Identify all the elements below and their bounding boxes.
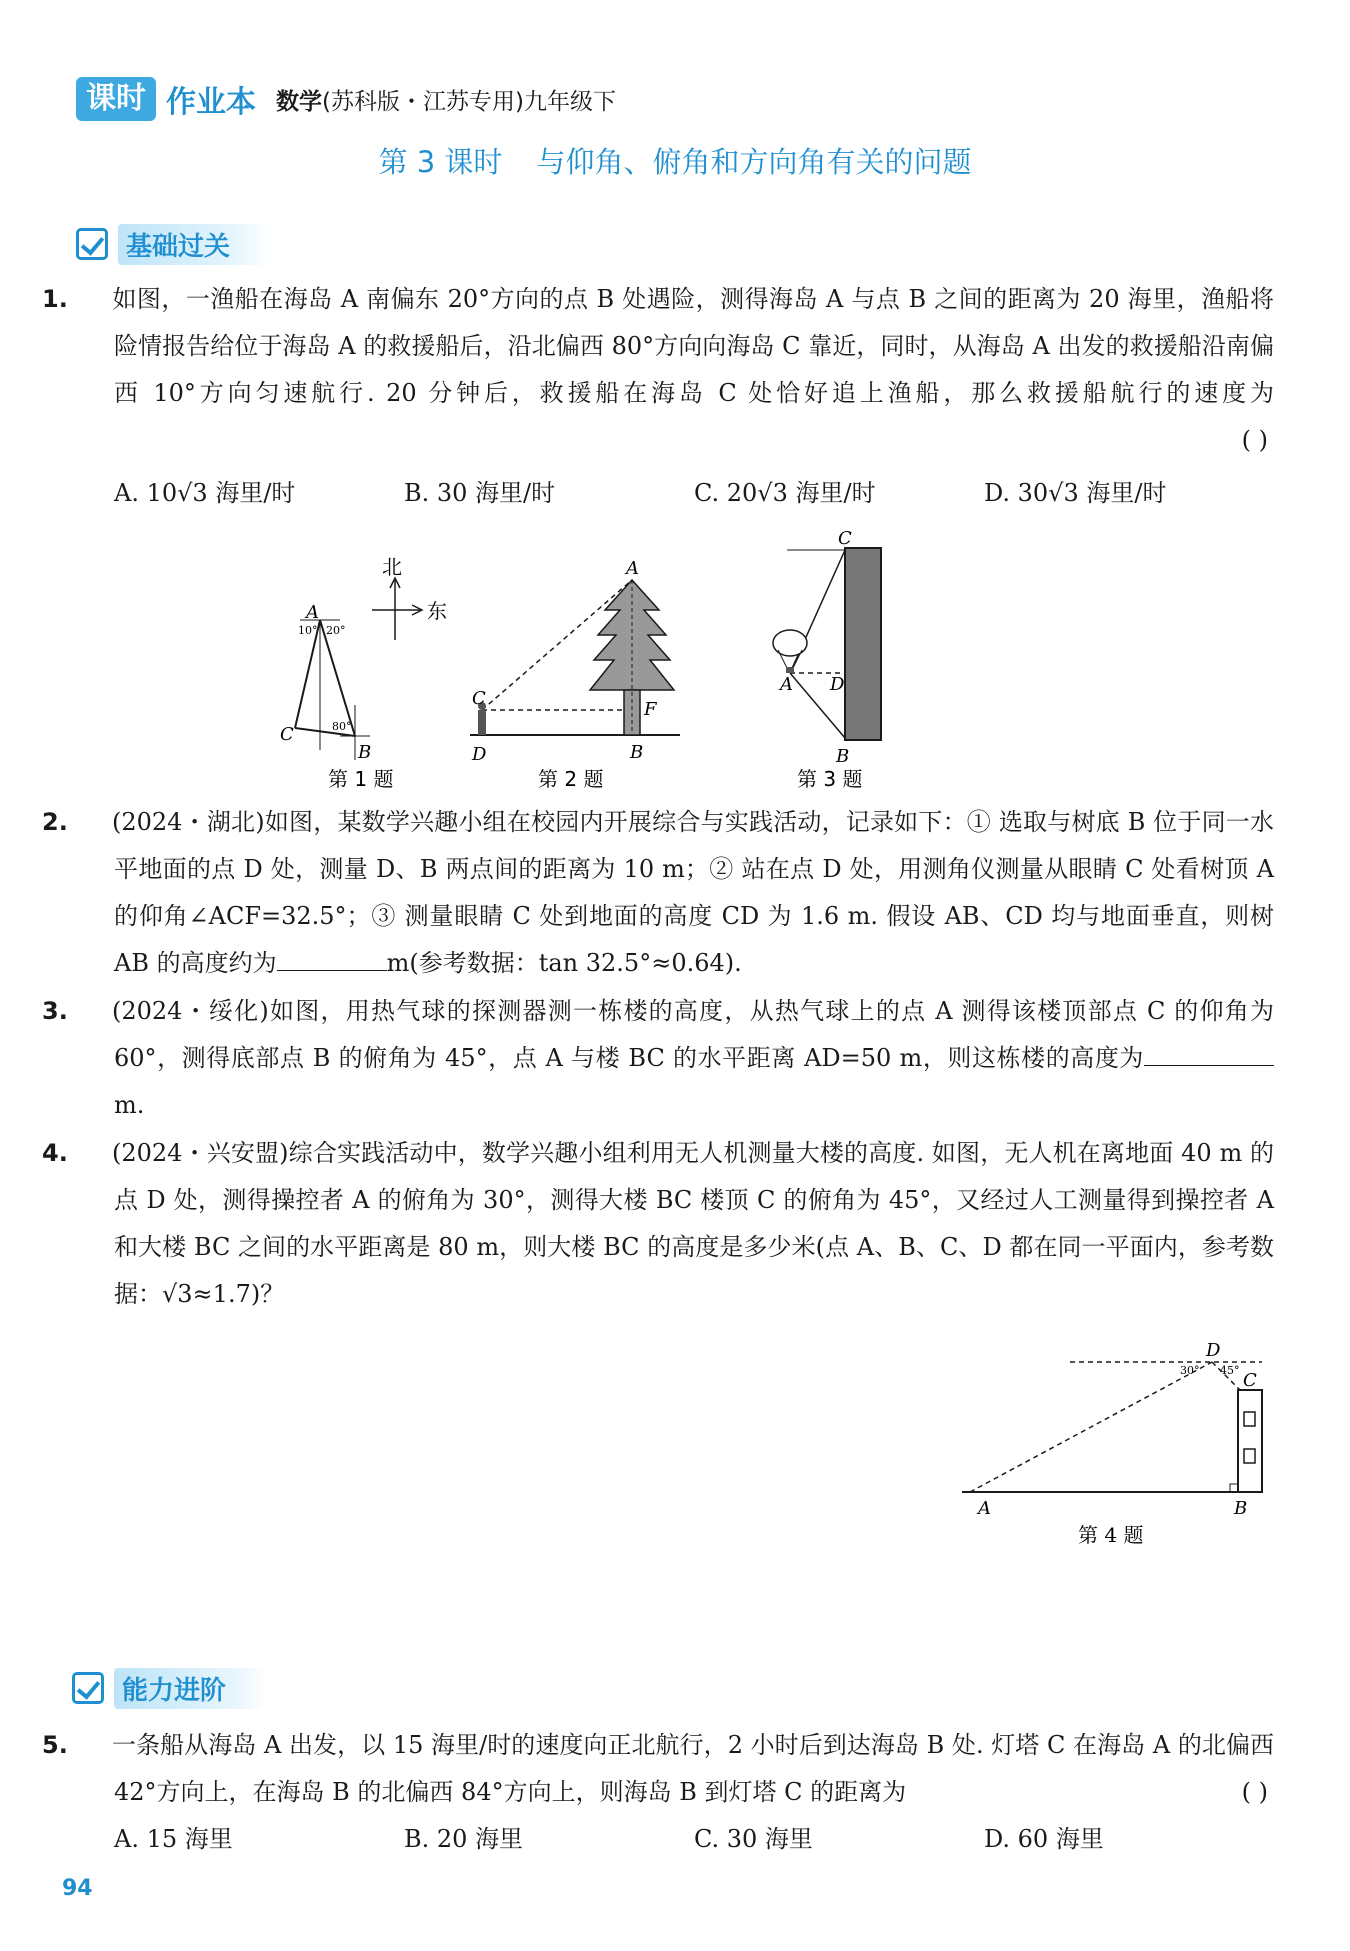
fig4-label-d: D (1206, 1340, 1221, 1361)
section-basic-title: 基础过关 (118, 224, 270, 265)
question-4 (42, 1130, 1274, 1318)
figure-4 (950, 1332, 1280, 1562)
lesson-name: 与仰角、俯角和方向角有关的问题 (536, 145, 972, 179)
brand-name: 作业本 (166, 85, 256, 120)
section-advanced-title: 能力进阶 (114, 1668, 266, 1709)
question-text: 如图，一渔船在海岛 A 南偏东 20°方向的点 B 处遇险，测得海岛 A 与点 B 之间的距离为 20 海里，渔船将险情报告给位于海岛 A 的救援船后，沿北偏西 80°方向向海岛 C 靠近，同时，从海岛 A 出发的救援船沿南偏西 10°方向匀速航行. 20 分钟后，救援船在海岛 C 处恰好追上渔船，那么救援船航行的速度为 (112, 285, 1274, 407)
fig4-label-c: C (1243, 1370, 1257, 1391)
fig1-east: 东 (427, 599, 447, 623)
question-text: (2024・绥化)如图，用热气球的探测器测一栋楼的高度，从热气球上的点 A 测得该楼顶部点 C 的仰角为 60°，测得底部点 B 的俯角为 45°，点 A 与楼 BC 的水平距离 AD=50 m，则这栋楼的高度为 (112, 997, 1274, 1072)
answer-paren: ( ) (1241, 1778, 1268, 1806)
option-b[interactable]: B. 30 海里/时 (404, 479, 556, 507)
fig4-angle45: 45° (1220, 1364, 1240, 1377)
fig1-angle10: 10° (298, 624, 318, 637)
fig1-label-b: B (358, 742, 372, 763)
subject-name: 数学 (276, 88, 322, 115)
question-number: 2. (42, 808, 68, 836)
section-basic (76, 224, 270, 264)
option-a[interactable]: A. 15 海里 (114, 1825, 233, 1853)
lesson-number: 第 3 课时 (378, 145, 503, 179)
fig1-angle20: 20° (326, 624, 346, 637)
figures-row (260, 530, 1140, 800)
subject-detail: (苏科版・江苏专用)九年级下 (322, 88, 616, 115)
fig3-label-c: C (838, 530, 852, 549)
figure-3 (773, 548, 881, 740)
options-q5 (78, 1816, 1274, 1863)
fig3-label-b: B (836, 746, 850, 767)
option-d[interactable]: D. 30√3 海里/时 (984, 479, 1167, 507)
check-icon (76, 228, 108, 260)
option-c[interactable]: C. 30 海里 (694, 1825, 813, 1853)
fig2-label-c: C (472, 688, 486, 709)
question-number: 1. (42, 285, 68, 313)
question-text-tail: m(参考数据：tan 32.5°≈0.64). (386, 949, 742, 977)
question-text: (2024・兴安盟)综合实践活动中，数学兴趣小组利用无人机测量大楼的高度. 如图，无人机在离地面 40 m 的点 D 处，测得操控者 A 的俯角为 30°，测得大楼 BC 楼顶 C 的俯角为 45°，又经过人工测量得到操控者 A 和大楼 BC 之间的水平距离是 80 m，则大楼 BC 的高度是多少米(点 A、B、C、D 都在同一平面内，参考数据：√3≈1.7)？ (112, 1139, 1274, 1308)
fig1-label-a: A (306, 602, 319, 623)
section-advanced (72, 1668, 266, 1708)
fig2-label-f: F (644, 699, 657, 720)
option-d[interactable]: D. 60 海里 (984, 1825, 1104, 1853)
fig2-label-b: B (630, 742, 644, 763)
option-a[interactable]: A. 10√3 海里/时 (114, 479, 296, 507)
answer-blank[interactable] (1144, 1041, 1274, 1066)
option-c[interactable]: C. 20√3 海里/时 (694, 479, 876, 507)
question-5 (42, 1722, 1274, 1863)
question-number: 3. (42, 997, 68, 1025)
fig3-label-d: D (830, 674, 845, 695)
pencil-icon (72, 1672, 104, 1704)
question-text: (2024・湖北)如图，某数学兴趣小组在校园内开展综合与实践活动，记录如下：① 选取与树底 B 位于同一水平地面的点 D 处，测量 D、B 两点间的距离为 10 m；② 站在点 D 处，用测角仪测量从眼睛 C 处看树顶 A 的仰角∠ACF=32.5°；③ 测量眼睛 C 处到地面的高度 CD 为 1.6 m. 假设 AB、CD 均与地面垂直，则树 AB 的高度约为 (112, 808, 1274, 977)
fig2-caption: 第 2 题 (538, 767, 604, 791)
fig4-label-b: B (1234, 1498, 1248, 1519)
fig4-caption: 第 4 题 (1078, 1523, 1144, 1547)
fig1-label-c: C (280, 724, 294, 745)
fig2-label-a: A (626, 558, 639, 579)
fig3-label-a: A (780, 674, 793, 695)
fig4-label-a: A (978, 1498, 991, 1519)
fig4-angle30: 30° (1180, 1364, 1200, 1377)
question-number: 4. (42, 1139, 68, 1167)
question-text: 一条船从海岛 A 出发，以 15 海里/时的速度向正北航行，2 小时后到达海岛 B 处. 灯塔 C 在海岛 A 的北偏西 42°方向上，在海岛 B 的北偏西 84°方向上，则海岛 B 到灯塔 C 的距离为 (112, 1731, 1274, 1806)
fig1-north: 北 (382, 555, 402, 579)
question-2 (42, 799, 1274, 987)
subject-label (276, 83, 616, 116)
answer-paren: ( ) (1241, 426, 1268, 454)
fig3-caption: 第 3 题 (797, 767, 863, 791)
page-number: 94 (62, 1876, 93, 1901)
fig1-angle80: 80° (332, 720, 352, 733)
question-number: 5. (42, 1731, 68, 1759)
answer-blank[interactable] (277, 946, 387, 971)
question-text-tail: m. (114, 1091, 145, 1119)
lesson-title (0, 140, 1350, 181)
option-b[interactable]: B. 20 海里 (404, 1825, 524, 1853)
header-brand (76, 76, 616, 122)
question-3 (42, 988, 1274, 1129)
brand-logo-box: 课时 (76, 77, 156, 121)
fig1-caption: 第 1 题 (328, 767, 394, 791)
fig2-label-d: D (472, 744, 487, 765)
options-q1 (78, 470, 1274, 517)
question-1 (42, 276, 1274, 517)
